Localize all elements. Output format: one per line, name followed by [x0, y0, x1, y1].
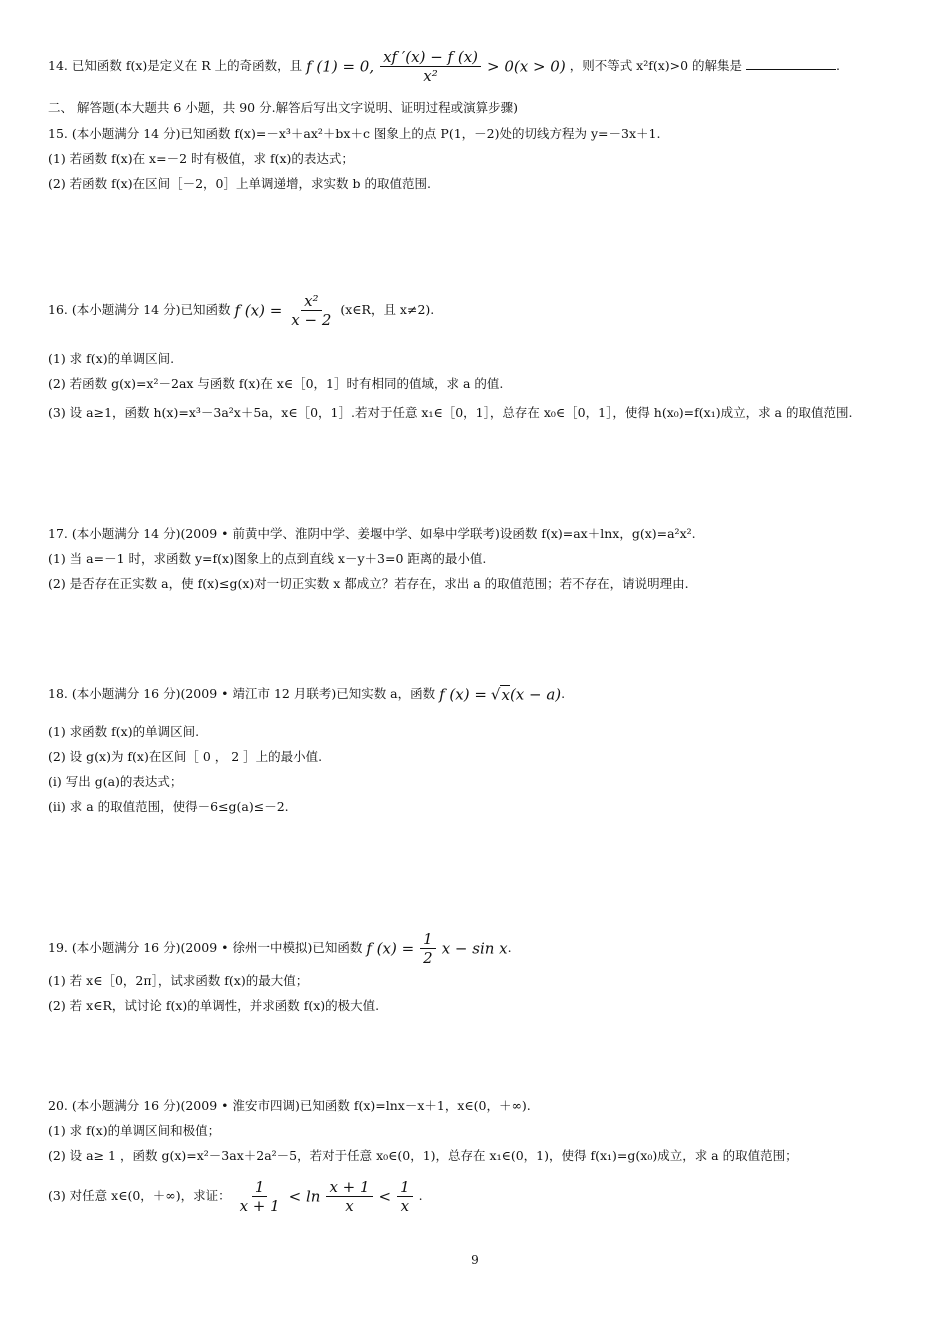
q14-cond-left: f (1) = 0,: [306, 57, 375, 76]
q14-cond-right: > 0(x > 0): [487, 57, 566, 76]
q20-fraction-2: [326, 1178, 372, 1215]
q19-rest: x − sin x: [441, 939, 508, 958]
q20-stem: 20. (本小题满分 16 分)(2009 • 淮安市四调)已知函数 f(x)=lnx－x＋1，x∈(0，＋∞).: [48, 1098, 531, 1113]
q14-fraction: [380, 48, 481, 85]
q19-part-1: (1) 若 x∈［0，2π］，试求函数 f(x)的最大值；: [48, 973, 309, 988]
q16-frac-num: x²: [301, 292, 321, 311]
q16-stem: [48, 292, 434, 329]
q19-frac-num: 1: [420, 930, 436, 949]
q20-p3-prefix: (3) 对任意 x∈(0，＋∞)，求证：: [48, 1188, 231, 1203]
q20-f2-num: x + 1: [326, 1178, 372, 1197]
q18-part-2-i: (ⅰ) 写出 g(a)的表达式；: [48, 774, 183, 789]
q18-fx: f (x) =: [439, 685, 487, 704]
q16-fraction: [288, 292, 334, 329]
q14-frac-num: xf ′(x) − f (x): [380, 48, 481, 67]
answer-blank: [746, 57, 836, 70]
q17-stem: 17. (本小题满分 14 分)(2009 • 前黄中学、淮阴中学、姜堰中学、如皋中学联考)设函数 f(x)=ax＋lnx，g(x)=a²x².: [48, 526, 696, 541]
q20-fraction-3: [397, 1178, 413, 1215]
q16-part-1: (1) 求 f(x)的单调区间.: [48, 351, 175, 366]
q20-lt2: <: [378, 1187, 392, 1206]
section-2-heading: 二、 解答题(本大题共 6 小题，共 90 分.解答后写出文字说明、证明过程或演算步骤): [48, 100, 518, 115]
q18-part-2-ii: (ⅱ) 求 a 的取值范围，使得－6≤g(a)≤－2.: [48, 799, 289, 814]
q17-part-1: (1) 当 a=－1 时，求函数 y=f(x)图象上的点到直线 x－y＋3=0 距离的最小值.: [48, 551, 487, 566]
q19-end: .: [507, 940, 512, 955]
q18-end: .: [561, 686, 566, 701]
q18-part-1: (1) 求函数 f(x)的单调区间.: [48, 724, 200, 739]
q18-part-2: (2) 设 g(x)为 f(x)在区间［ 0 ， 2 ］上的最小值.: [48, 749, 323, 764]
q16-part-3: (3) 设 a≥1，函数 h(x)=x³－3a²x＋5a，x∈［0，1］.若对于任意 x₁∈［0，1］，总存在 x₀∈［0，1］，使得 h(x₀)=f(x₁)成立，求 a 的取值范围.: [48, 405, 853, 420]
q20-f1-num: 1: [252, 1178, 268, 1197]
q15-part-1: (1) 若函数 f(x)在 x=－2 时有极值，求 f(x)的表达式；: [48, 151, 354, 166]
q19-frac-den: 2: [423, 949, 433, 967]
q20-part-1: (1) 求 f(x)的单调区间和极值；: [48, 1123, 221, 1138]
q16-suffix: (x∈R，且 x≠2).: [340, 302, 435, 317]
question-14: [48, 48, 840, 85]
q18-rest: (x − a): [509, 685, 562, 704]
q18-stem: [48, 686, 565, 703]
q19-fraction: [420, 930, 436, 967]
q16-part-2: (2) 若函数 g(x)=x²－2ax 与函数 f(x)在 x∈［0，1］时有相同的值域，求 a 的值.: [48, 376, 504, 391]
q20-part-2: (2) 设 a≥ 1 ，函数 g(x)=x²－3ax＋2a²－5，若对于任意 x₀∈(0，1)，总存在 x₁∈(0，1)，使得 f(x₁)=g(x₀)成立，求 a 的取值范围；: [48, 1148, 798, 1163]
q14-frac-den: x²: [423, 67, 438, 85]
q19-prefix: 19. (本小题满分 16 分)(2009 • 徐州一中模拟)已知函数: [48, 940, 363, 955]
q16-fx: f (x) =: [234, 301, 283, 320]
q15-part-2: (2) 若函数 f(x)在区间［－2，0］上单调递增，求实数 b 的取值范围.: [48, 176, 431, 191]
q20-f3-num: 1: [397, 1178, 413, 1197]
sqrt-symbol: √: [490, 685, 501, 704]
q18-prefix: 18. (本小题满分 16 分)(2009 • 靖江市 12 月联考)已知实数 a，函数: [48, 686, 436, 701]
q18-sqrt-body: x: [501, 685, 510, 704]
q20-f2-den: x: [345, 1197, 354, 1215]
q16-prefix: 16. (本小题满分 14 分)已知函数: [48, 302, 231, 317]
q14-suffix: ，则不等式 x²f(x)>0 的解集是: [569, 58, 743, 73]
q15-stem: 15. (本小题满分 14 分)已知函数 f(x)=－x³＋ax²＋bx＋c 图象上的点 P(1，－2)处的切线方程为 y=－3x＋1.: [48, 126, 661, 141]
page-number: 9: [471, 1253, 479, 1267]
q20-f1-den: x + 1: [239, 1197, 280, 1215]
q14-prefix: 14. 已知函数 f(x)是定义在 R 上的奇函数，且: [48, 58, 303, 73]
q14-end: .: [836, 58, 841, 73]
q20-lt1: < ln: [288, 1187, 321, 1206]
q19-stem: [48, 930, 512, 967]
q20-end: .: [418, 1188, 423, 1203]
q19-fx: f (x) =: [366, 939, 415, 958]
q16-frac-den: x − 2: [291, 311, 332, 329]
q20-part-3: [48, 1178, 423, 1215]
q20-f3-den: x: [400, 1197, 410, 1215]
q17-part-2: (2) 是否存在正实数 a，使 f(x)≤g(x)对一切正实数 x 都成立？若存在，求出 a 的取值范围；若不存在，请说明理由.: [48, 576, 689, 591]
q19-part-2: (2) 若 x∈R，试讨论 f(x)的单调性，并求函数 f(x)的极大值.: [48, 998, 380, 1013]
q20-fraction-1: [237, 1178, 283, 1215]
